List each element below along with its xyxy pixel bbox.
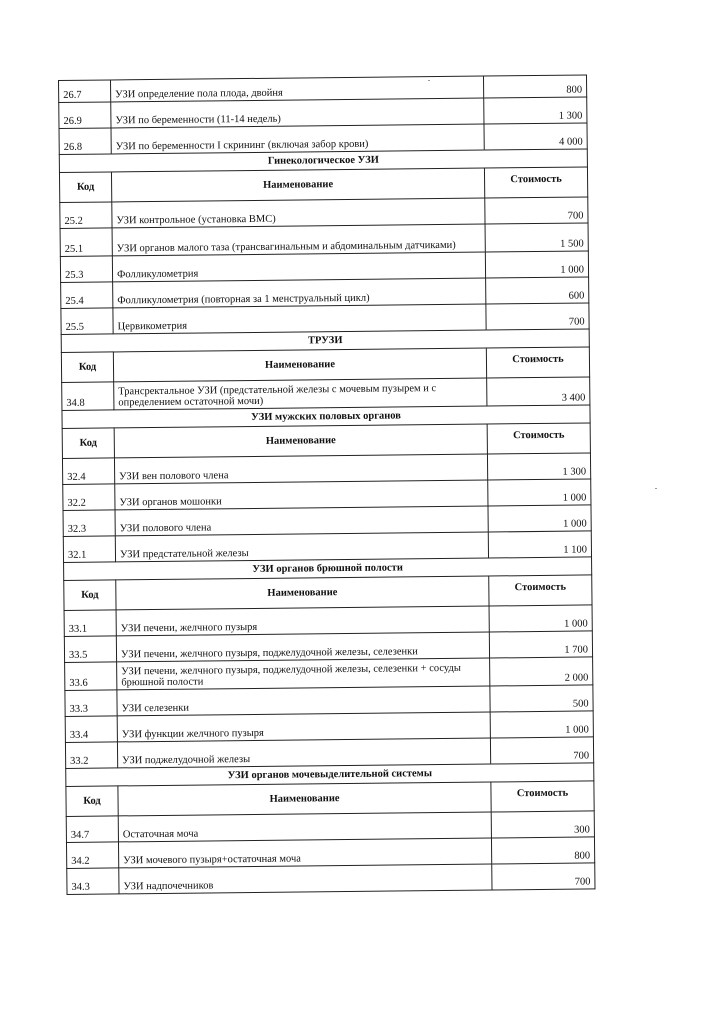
service-name: Фолликулометрия	[112, 252, 485, 282]
service-cost: 1 000	[489, 605, 592, 632]
service-name: УЗИ печени, желчного пузыря, поджелудочной железы, селезенки	[116, 632, 489, 662]
service-name: УЗИ печени, желчного пузыря	[116, 606, 489, 636]
service-name: Фолликулометрия (повторная за 1 менструальный цикл)	[113, 278, 486, 308]
service-name: УЗИ контрольное (установка ВМС)	[112, 198, 485, 228]
service-code: 33.6	[65, 662, 117, 691]
service-code: 26.8	[59, 128, 111, 155]
service-code: 34.7	[66, 816, 118, 843]
price-list-page	[58, 74, 595, 894]
header-name: Наименование	[114, 424, 487, 458]
service-code: 25.2	[60, 202, 112, 229]
service-cost: 1 000	[490, 711, 593, 738]
section-title: ТРУЗИ	[61, 329, 589, 353]
service-cost: 1 500	[485, 223, 588, 252]
header-code: Код	[62, 428, 114, 459]
service-cost: 3 400	[487, 377, 590, 406]
service-name: Остаточная моча	[118, 812, 491, 842]
header-cost: Стоимость	[486, 347, 589, 378]
service-cost: 800	[483, 75, 586, 98]
service-code: 25.1	[60, 228, 112, 257]
service-code: 32.3	[63, 510, 115, 537]
service-code: 34.8	[62, 382, 114, 411]
service-cost: 600	[486, 277, 589, 304]
header-code: Код	[59, 172, 111, 203]
service-name: УЗИ органов малого таза (трансвагинальным и абдоминальным датчиками)	[112, 224, 485, 256]
header-cost: Стоимость	[487, 423, 590, 454]
header-code: Код	[66, 786, 118, 817]
service-name: УЗИ мочевого пузыря+остаточная моча	[118, 838, 491, 868]
service-name: Трансректальное УЗИ (предстательной железы с мочевым пузырем и с определением остаточной мочи)	[114, 378, 487, 410]
service-cost: 700	[486, 303, 589, 330]
service-name: УЗИ по беременности I скрининг (включая забор крови)	[111, 124, 484, 154]
service-name: УЗИ печени, желчного пузыря, поджелудочной железы, селезенки + сосуды брюшной полости	[117, 658, 490, 690]
service-name: УЗИ селезенки	[117, 686, 490, 716]
service-name: УЗИ вен полового члена	[114, 454, 487, 484]
service-code: 25.5	[61, 308, 113, 335]
service-code: 26.7	[59, 80, 111, 103]
service-cost: 800	[491, 837, 594, 864]
service-name: УЗИ органов мошонки	[115, 480, 488, 510]
service-cost: 700	[490, 737, 593, 764]
service-cost: 700	[492, 863, 595, 890]
service-cost: 1 000	[488, 479, 591, 506]
service-cost: 1 000	[488, 505, 591, 532]
service-cost: 500	[490, 685, 593, 712]
service-code: 25.3	[60, 256, 112, 283]
service-cost: 300	[491, 811, 594, 838]
service-code: 33.1	[64, 610, 116, 637]
service-code: 34.3	[67, 868, 119, 895]
service-code: 25.4	[61, 282, 113, 309]
service-code: 34.2	[66, 842, 118, 869]
service-code: 32.1	[63, 536, 115, 563]
header-code: Код	[64, 580, 116, 611]
service-name: Цервикометрия	[113, 304, 486, 334]
header-cost: Стоимость	[484, 167, 587, 198]
table-row	[67, 863, 595, 895]
header-name: Наименование	[118, 782, 491, 816]
service-code: 33.5	[64, 636, 116, 663]
header-name: Наименование	[113, 348, 486, 382]
service-name: УЗИ определение пола плода, двойня	[111, 76, 484, 102]
price-table	[58, 74, 596, 894]
service-cost: 2 000	[490, 657, 593, 686]
service-code: 33.3	[65, 690, 117, 717]
service-cost: 700	[485, 197, 588, 224]
service-code: 32.2	[63, 484, 115, 511]
section-title: УЗИ органов брюшной полости	[64, 557, 592, 581]
service-code: 33.2	[65, 742, 117, 769]
header-cost: Стоимость	[489, 575, 592, 606]
service-code: 33.4	[65, 716, 117, 743]
section-title: Гинекологическое УЗИ	[59, 149, 587, 173]
section-title: УЗИ органов мочевыделительной системы	[66, 763, 594, 787]
service-name: УЗИ функции желчного пузыря	[117, 712, 490, 742]
service-cost: 1 300	[487, 453, 590, 480]
service-cost: 1 700	[489, 631, 592, 658]
service-cost: 1 000	[485, 251, 588, 278]
service-name: УЗИ предстательной железы	[115, 532, 488, 562]
header-code: Код	[61, 352, 113, 383]
scan-speck	[655, 488, 657, 489]
service-cost: 1 300	[484, 97, 587, 124]
service-name: УЗИ поджелудочной железы	[117, 738, 490, 768]
service-name: УЗИ надпочечников	[119, 864, 492, 894]
service-code: 26.9	[59, 102, 111, 129]
header-name: Наименование	[111, 168, 484, 202]
service-name: УЗИ по беременности (11-14 недель)	[111, 98, 484, 128]
service-cost: 1 100	[488, 531, 591, 558]
section-title: УЗИ мужских половых органов	[62, 405, 590, 429]
header-cost: Стоимость	[491, 781, 594, 812]
service-cost: 4 000	[484, 123, 587, 150]
service-code: 32.4	[62, 458, 114, 485]
service-name: УЗИ полового члена	[115, 506, 488, 536]
header-name: Наименование	[116, 576, 489, 610]
